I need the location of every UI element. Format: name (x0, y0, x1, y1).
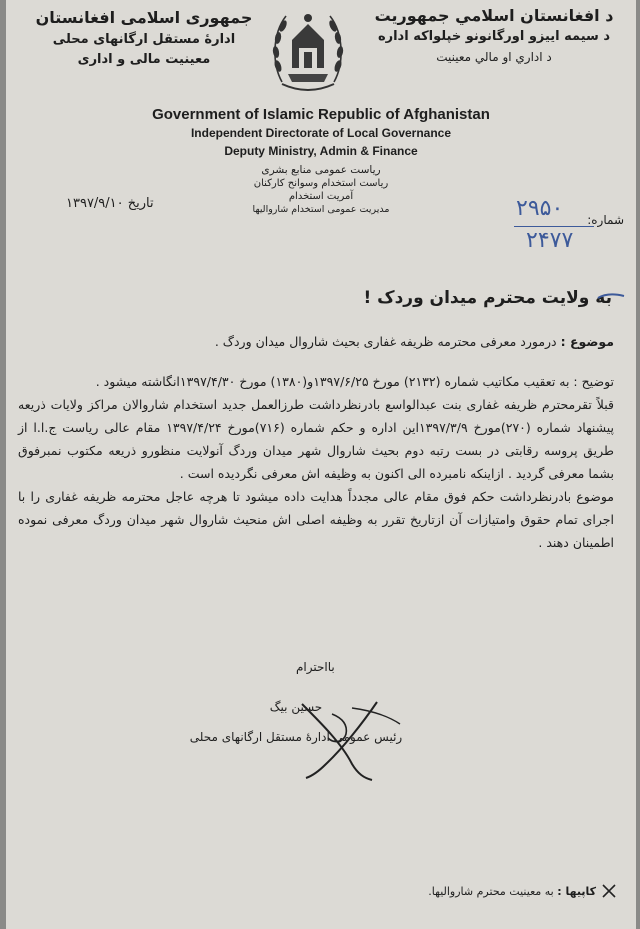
dari-line-1: جمهوری اسلامی افغانستان (35, 8, 253, 27)
afghanistan-emblem-icon (268, 4, 348, 94)
pashto-line-2: د سيمه اييزو اورگانونو خپلواکه اداره (377, 29, 611, 44)
letterhead-dari (24, 8, 264, 67)
dari-line-3: معینیت مالی و اداری (77, 52, 211, 67)
pashto-line-3: د اداري او مالي معينيت (436, 50, 552, 64)
handwritten-signature (282, 694, 412, 784)
number-divider (514, 226, 594, 227)
number-value-1: ۲۹۵۰ (516, 196, 564, 221)
english-line-1: Government of Islamic Republic of Afghanistan (152, 106, 490, 123)
sub-units (216, 164, 426, 215)
signatory-name: حسین بیگ (269, 700, 323, 714)
salutation: بااحترام (296, 660, 335, 674)
recipient-text: به ولایت محترم میدان وردک ! (363, 288, 612, 308)
recipient-line (363, 288, 612, 308)
letter-body (18, 370, 614, 554)
subject-label: موضوع : (560, 334, 614, 349)
body-paragraph-2: قبلاً تقرمحترم ظریفه غفاری بنت عبدالواسع بادرنظرداشت طرزالعمل جدید استخدام شاروالان مراکز ولایات ذریعه پیشنهاد شماره (۲۷۰)مورخ ۱۳۹۷/۳/۹این اداره و حکم شماره (۷۱۶)مورخ ۱۳۹۷/۴/۲۴ مقام عالی ریاست ج.ا.ا از طریق پروسه رقابتی در بست رتبه دوم بحیث شاروال شهر میدان وردگ آنولایت منظورو ذریعه مکتوب نمبرفوق بشما معرفی گردید . ازاینکه نامبرده الی اکنون به وظیفه اش معرفی نگردیده است . (18, 397, 615, 481)
copies-line (428, 885, 596, 898)
unit-line-3: آمریت استخدام (288, 191, 354, 202)
body-paragraph-3: موضوع بادرنظرداشت حکم فوق مقام عالی مجدداً هدایت داده میشود تا هرچه عاجل محترمه ظریفه غفاری را با اجرای تمام حقوق وامتیازات آن ازتاریخ تقرر به وظیفه اصلی اش منحیث شاروال شهر میدان وردگ معرفی نموده اطمینان دهند . (18, 489, 614, 550)
x-check-mark-icon (600, 882, 618, 900)
unit-line-4: مدیریت عمومی استخدام شاروالیها (252, 204, 390, 215)
copies-text: به معینیت محترم شاروالیها. (428, 885, 554, 898)
number-label: شماره: (587, 213, 624, 227)
number-value-2: ۲۴۷۷ (526, 228, 574, 253)
pen-tick-mark-icon (596, 290, 626, 304)
letter-page (6, 0, 636, 929)
copies-label: کاپیها : (557, 885, 596, 898)
signatory-title: رئیس عمومی ادارۀ مستقل ارگانهای محلی (189, 730, 403, 744)
subject-line (215, 334, 614, 349)
body-paragraph-1: توضیح : به تعقیب مکاتیب شماره (۲۱۳۲) مورخ ۱۳۹۷/۶/۲۵و(۱۳۸۰) مورخ ۱۳۹۷/۴/۳۰انگاشته میشود . (95, 374, 614, 389)
english-line-3: Deputy Ministry, Admin & Finance (224, 144, 418, 158)
subject-text: درمورد معرفی محترمه ظریفه غفاری بحیث شاروال میدان وردگ . (214, 334, 557, 349)
letter-date: تاریخ ۱۳۹۷/۹/۱۰ (66, 196, 154, 211)
english-line-2: Independent Directorate of Local Governance (190, 126, 452, 140)
dari-line-2: ادارۀ مستقل ارگانهای محلی (52, 32, 236, 47)
letterhead-pashto (374, 6, 614, 64)
pashto-line-1: د افغانستان اسلامي جمهوريت (374, 6, 614, 25)
unit-line-2: ریاست استخدام وسوانح کارکنان (253, 178, 389, 189)
unit-line-1: ریاست عمومی منابع بشری (261, 164, 381, 176)
